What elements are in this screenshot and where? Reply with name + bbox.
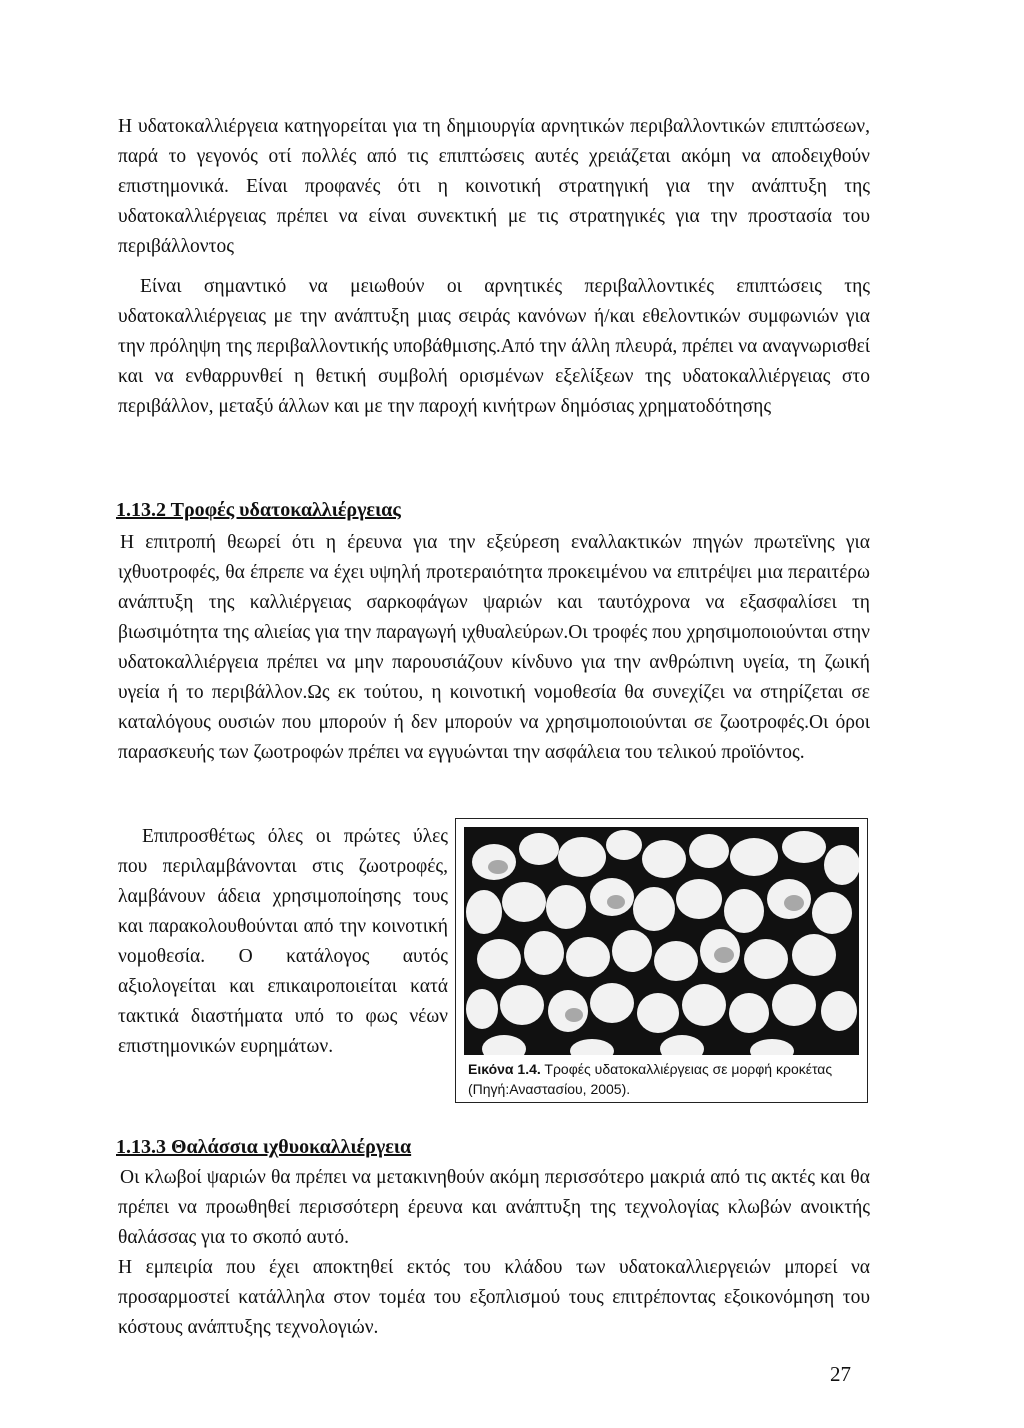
figure-box — [455, 818, 868, 1103]
intro-paragraph-2: Είναι σημαντικό να μειωθούν οι αρνητικές περιβαλλοντικές επιπτώσεις της υδατοκαλλιέργειας με την ανάπτυξη μιας σειράς κανόνων ή/και εθελοντικών συμφωνιών για την πρόληψη της περιβαλλοντικής υποβάθμισης.Από την άλλη πλευρά, πρέπει να αναγνωρισθεί και να ενθαρρυνθεί η θετική συμβολή ορισμένων εξελίξεων της υδατοκαλλιέργειας στο περιβάλλον, μεταξύ άλλων και με την παροχή κινήτρων δημόσιας χρηματοδότησης — [118, 276, 870, 417]
feeds-paragraph-1: Η επιτροπή θεωρεί ότι η έρευνα για την εξεύρεση εναλλακτικών πηγών πρωτεϊνης για ιχθυοτροφές, θα έπρεπε να έχει υψηλή προτεραιότητα προκειμένου να επιτρέψει μια περαιτέρω ανάπτυξη της καλλιέργειας σαρκοφάγων ψαριών και ταυτόχρονα να εξασφαλίσει τη βιωσιμότητα της αλιείας για την παραγωγή ιχθυαλεύρων.Οι τροφές που χρησιμοποιούνται στην υδατοκαλλιέργεια πρέπει να μην παρουσιάζουν κίνδυνο για την ανθρώπινη υγεία, τη ζωική υγεία ή το περιβάλλον.Ως εκ τούτου, η κοινοτική νομοθεσία θα συνεχίζει να στηρίζεται σε καταλόγους ουσιών που μπορούν ή δεν μπορούν να χρησιμοποιούνται σε ζωοτροφές.Οι όροι παρασκευής των ζωοτροφών πρέπει να εγγυώνται την ασφάλεια του τελικού προϊόντος. — [118, 532, 870, 763]
intro-paragraph-1: Η υδατοκαλλιέργεια κατηγορείται για τη δημιουργία αρνητικών περιβαλλοντικών επιπτώσεων, παρά το γεγονός οτί πολλές από τις επιπτώσεις αυτές χρειάζεται ακόμη να αποδειχθούν επιστημονικά. Είναι προφανές ότι η κοινοτική στρατηγική για την ανάπτυξη της υδατοκαλλιέργειας πρέπει να είναι συνεκτική με τις στρατηγικές για την προστασία του περιβάλλοντος — [118, 116, 870, 257]
section-heading-1-13-2: 1.13.2 Τροφές υδατοκαλλιέργειας — [116, 499, 401, 521]
feeds-paragraph-2: Επιπροσθέτως όλες οι πρώτες ύλες που περιλαμβάνονται στις ζωοτροφές, λαμβάνουν άδεια χρησιμοποίησης τους και παρακολουθούνται από την κοινοτική νομοθεσία. Ο κατάλογος αυτός αξιολογείται και επικαιροποιείται κατά τακτικά διαστήματα υπό το φως νέων επιστημονικών ευρημάτων. — [118, 826, 448, 1057]
marine-paragraph-2: Η εμπειρία που έχει αποκτηθεί εκτός του κλάδου των υδατοκαλλιεργειών μπορεί να προσαρμοστεί κατάλληλα στον τομέα του εξοπλισμού τους επιτρέποντας εξοικονόμηση του κόστους ανάπτυξης τεχνολογιών. — [118, 1257, 870, 1338]
caption-label: Εικόνα 1.4. — [468, 1061, 541, 1077]
section-heading-1-13-3: 1.13.3 Θαλάσσια ιχθυοκαλλιέργεια — [116, 1136, 412, 1158]
caption-text: Τροφές υδατοκαλλιέργειας σε μορφή κροκέτας (Πηγή:Αναστασίου, 2005). — [468, 1061, 833, 1097]
pellets-illustration — [464, 827, 859, 1055]
feed-pellets-image — [464, 827, 859, 1055]
page-number: 27 — [830, 1362, 851, 1386]
marine-paragraph-1: Οι κλωβοί ψαριών θα πρέπει να μετακινηθούν ακόμη περισσότερο μακριά από τις ακτές και θα πρέπει να προωθηθεί περισσότερη έρευνα και ανάπτυξη της τεχνολογίας κλωβών ανοικτής θαλάσσας για το σκοπό αυτό. — [118, 1167, 870, 1248]
figure-caption — [468, 1059, 858, 1099]
